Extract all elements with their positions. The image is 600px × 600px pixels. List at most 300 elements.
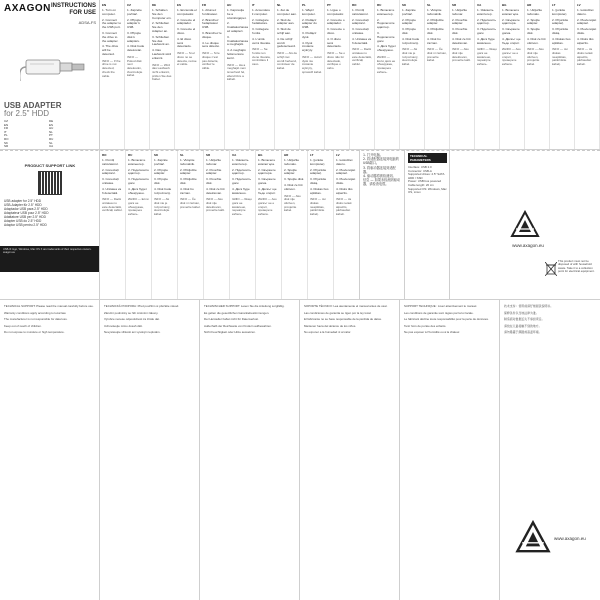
info-note: INFO — If the drive is not detected, check the cable. bbox=[102, 58, 121, 78]
instruction-step: 1. Kapcsolja be a számítógépet. bbox=[227, 8, 247, 20]
instruction-step: 1. Schalten Sie den Computer ein. bbox=[152, 8, 172, 20]
instruction-step: 4. Диск буде виявлено. bbox=[232, 186, 250, 195]
column-language: RO bbox=[102, 153, 107, 157]
language-column bbox=[100, 0, 125, 150]
legal-paragraph: Do not expose to moisture or high temperature. bbox=[4, 330, 65, 334]
legal-paragraph: TECHNICKÁ PODPORA: Před použitím si přečtěte návod. bbox=[104, 304, 180, 308]
support-line: Adapter USB do 2.5" HDD bbox=[4, 219, 42, 223]
instruction-step: 4. Unitatea va fi detectată. bbox=[102, 186, 122, 195]
technical-parameters bbox=[405, 150, 450, 300]
product-title-line2: for 2.5" HDD bbox=[4, 109, 50, 118]
instruction-step: 3. Подключите диск. bbox=[128, 177, 150, 185]
info-note: ИНФО — Если диск не обнаружен, проверьте кабель. bbox=[377, 54, 396, 74]
instruction-step: 4. A meghajtó felismerésre kerül. bbox=[227, 48, 246, 60]
language-column bbox=[178, 150, 204, 300]
tech-param: Cable length: 20 cm bbox=[408, 182, 434, 187]
weee-text: This product must not be disposed of with household waste. Take it to a collection point for electrical equipment. bbox=[558, 259, 595, 274]
language-column bbox=[575, 0, 600, 150]
product-title bbox=[4, 102, 61, 118]
instruction-step: 1. Įjunkite kompiuterį. bbox=[310, 158, 326, 166]
legal-paragraph: 保修条件以当地法律为准。 bbox=[504, 310, 539, 315]
instruction-step: 3. Schließen Sie das Laufwerk an. bbox=[152, 34, 170, 47]
instruction-step: 1. Zapnite počítač. bbox=[402, 8, 416, 16]
column-language: SL bbox=[180, 153, 184, 157]
instruction-step: 2. Branchez l'adaptateur USB. bbox=[202, 17, 219, 30]
instruction-step: 1. Porniți calculatorul. bbox=[352, 8, 369, 16]
info-note: INFO — Pokud disk není detekován, zkontrolujte kabel. bbox=[127, 54, 143, 78]
info-note: INFO — Če disk ni zaznan, preverite kabel. bbox=[427, 47, 447, 63]
instruction-step: 1. Zapnite počítač. bbox=[154, 158, 168, 166]
instruction-step: 3. Pievienojiet disku. bbox=[577, 27, 597, 35]
tech-param: Interface: USB 2.0 bbox=[408, 165, 432, 169]
instruction-step: 4. Disk bo zaznan. bbox=[427, 36, 441, 45]
instruction-step: 4. Дискът ще бъде открит. bbox=[502, 36, 521, 45]
instruction-step: 2. Collegare l'adattatore. bbox=[252, 17, 269, 26]
language-column bbox=[525, 0, 550, 150]
info-note: INFO — Jei diskas neaptiktas, patikrinkite kabelį. bbox=[310, 197, 326, 217]
language-column bbox=[204, 150, 230, 300]
column-language: EN bbox=[102, 3, 107, 7]
technical-parameters-list bbox=[408, 166, 447, 195]
instruction-step: 1. Ieslēdziet datoru. bbox=[336, 158, 353, 166]
tech-param: Connector: USB-A bbox=[408, 168, 432, 173]
instruction-step: 1. Accendere il computer. bbox=[252, 8, 271, 16]
legal-paragraph: SUPPORT TECHNIQUE : Lisez attentivement le manuel. bbox=[404, 304, 478, 308]
legal-paragraph: Nevystavujte vlhkosti ani vysokým teplotám. bbox=[104, 330, 161, 334]
instruction-step: 4. Диск буде виявлено. bbox=[477, 36, 495, 45]
language-item: ES bbox=[49, 122, 54, 127]
instruction-step: 3. Priključite disk. bbox=[427, 27, 444, 35]
instruction-step: 3. Підключіть диск. bbox=[477, 27, 496, 35]
info-note: INFO — Jeżeli dysk nie zostanie wykryty, sprawdź kabel. bbox=[302, 54, 323, 74]
column-language: SL bbox=[427, 3, 431, 7]
language-column bbox=[350, 0, 375, 150]
info-note: INFO — Ja disks netiek atpazīts, pārbaudiet kabeli. bbox=[336, 197, 352, 217]
instruction-step: 1. Įjunkite kompiuterį. bbox=[552, 8, 568, 16]
instruction-step: 3. Conectați unitatea. bbox=[102, 177, 119, 185]
instruction-step: 4. Disk bude detekován. bbox=[127, 44, 145, 53]
instruction-step: 4. O disco será detectado. bbox=[327, 36, 342, 49]
instruction-step: 3. Branchez le disque. bbox=[202, 30, 222, 39]
column-language: LV bbox=[336, 153, 340, 157]
instruction-step: 3. Sluit de schijf aan. bbox=[277, 27, 291, 35]
legal-column bbox=[400, 300, 500, 600]
language-column bbox=[282, 150, 308, 300]
info-note: INFO — Dacă unitatea nu este detectată, verificați cablul. bbox=[352, 47, 372, 67]
language-item: PT bbox=[49, 133, 53, 138]
language-column bbox=[325, 0, 350, 150]
language-item: UA bbox=[49, 144, 54, 149]
language-column bbox=[100, 150, 126, 300]
instruction-step: 2. Csatlakoztassa az adaptert. bbox=[227, 21, 248, 33]
language-column bbox=[550, 0, 575, 150]
legal-paragraph: Výrobce nenese odpovědnost za ztrátu dat. bbox=[104, 317, 160, 321]
legal-paragraph: Tenir hors de portée des enfants. bbox=[404, 323, 447, 328]
instruction-step: 4. Disk će biti detektovan. bbox=[206, 186, 225, 195]
instruction-step: 4. Disks tiks atpazīts. bbox=[336, 186, 353, 195]
instruction-step: 3. Connect the drive to the adapter. bbox=[102, 30, 119, 43]
info-note: INFO — Dacă unitatea nu este detectată, verificați cablul. bbox=[102, 197, 123, 213]
info-note: INFO — Ak disk nie je rozpoznaný, skontrolujte kábel. bbox=[154, 197, 171, 217]
language-column bbox=[225, 0, 250, 150]
instruction-step: 4. Disk će biti detektovan. bbox=[452, 36, 471, 45]
language-item: PL bbox=[4, 133, 8, 138]
info-note: INFO — Als de schijf niet wordt herkend, controleer de kabel. bbox=[277, 51, 298, 70]
language-column bbox=[475, 0, 500, 150]
instruction-step: 2. Conectați adaptorul. bbox=[102, 167, 119, 176]
instruction-step: 1. Увімкніть комп'ютер. bbox=[477, 8, 494, 16]
info-note: ИНФО — Ако дискът не е открит, проверете кабела. bbox=[258, 197, 277, 217]
legal-paragraph: Keep out of reach of children. bbox=[4, 323, 42, 328]
column-language: PL bbox=[302, 3, 306, 7]
language-column bbox=[256, 150, 282, 300]
column-language: UA bbox=[232, 153, 237, 157]
support-panel bbox=[0, 147, 100, 300]
instruction-step: 3. Prijunkite diską. bbox=[310, 177, 327, 185]
instruction-step: 2. Connect the adapter to the USB port. bbox=[102, 17, 122, 30]
instruction-step: 3. Pripojte disk. bbox=[154, 177, 168, 185]
instruction-step: 4. Dysk zostanie wykryty. bbox=[302, 40, 314, 53]
language-column bbox=[400, 0, 425, 150]
instruction-step: 2. Sluit de adapter aan. bbox=[277, 17, 295, 26]
language-column bbox=[425, 0, 450, 150]
column-language: SR bbox=[452, 3, 457, 7]
column-language: SK bbox=[154, 153, 159, 157]
instruction-step: 1. Zet de computer aan. bbox=[277, 8, 297, 16]
technical-parameters-heading: TECHNICAL PARAMETERS bbox=[408, 153, 447, 163]
support-title: PRODUCT SUPPORT LINK bbox=[24, 163, 76, 168]
tech-param: Power: USB bus powered bbox=[408, 179, 442, 184]
instruction-step: 2. Pripojte adaptér. bbox=[402, 17, 416, 26]
chinese-instructions bbox=[360, 150, 405, 300]
info-note: INFO — Ako disk nije detektovan, proverite kabl. bbox=[206, 197, 225, 213]
info-note: ИНФО — Если диск не обнаружен, проверьте кабель. bbox=[128, 197, 149, 217]
instruction-step: 1. Uključite računalo. bbox=[284, 158, 300, 166]
instruction-step: 2. Підключіть адаптер. bbox=[477, 17, 496, 26]
language-item: DE bbox=[49, 119, 54, 123]
legal-paragraph: Uchovávejte mimo dosah dětí. bbox=[104, 323, 143, 328]
language-column bbox=[334, 150, 360, 300]
instruction-step: 4. L'unità verrà rilevata. bbox=[252, 36, 271, 45]
instruction-step: 1. Porniți calculatorul. bbox=[102, 158, 119, 166]
instruction-step: 2. Conecte o adaptador. bbox=[327, 17, 345, 26]
instruction-step: 4. Disk bude rozpoznaný. bbox=[154, 186, 172, 195]
column-language: FR bbox=[202, 3, 206, 7]
legal-paragraph: Las condiciones de garantía se rigen por la ley local. bbox=[304, 310, 372, 315]
steps-top-row bbox=[100, 0, 600, 150]
instruction-step: 2. Podłącz adapter do USB. bbox=[302, 17, 317, 30]
support-line: USB-Adapter für 2.5" HDD bbox=[4, 203, 42, 207]
instruction-step: 2. Підключіть адаптер. bbox=[232, 167, 251, 176]
instruction-step: 3. Povežite disk. bbox=[206, 177, 222, 185]
instruction-step: 2. Pripojte adaptér. bbox=[154, 167, 168, 176]
language-item: SL bbox=[49, 140, 53, 145]
tech-param: Supported drives: 2.5" SATA HDD / SSD bbox=[408, 172, 445, 180]
instruction-step: 2. Spojite adapter. bbox=[527, 17, 540, 26]
info-note: INFO — Si le disque n'est pas détecté, vérifiez le câble. bbox=[202, 51, 220, 70]
instruction-step: 2. Conectați adaptorul. bbox=[352, 17, 369, 26]
instruction-step: 1. Ieslēdziet datoru. bbox=[577, 8, 594, 16]
info-note: ІНФО — Якщо диск не виявлено, перевірте кабель. bbox=[232, 197, 252, 217]
instruction-step: 2. Свържете адаптера. bbox=[258, 167, 276, 176]
language-item: CZ bbox=[4, 119, 8, 123]
language-item: RO bbox=[4, 136, 9, 141]
language-column bbox=[175, 0, 200, 150]
column-language: ES bbox=[177, 3, 182, 7]
legal-paragraph: Der Hersteller haftet nicht für Datenverlust. bbox=[204, 317, 259, 321]
cover-panel bbox=[0, 0, 100, 150]
instruction-step: 3. Conecte o disco. bbox=[327, 27, 345, 35]
instruction-step: 4. El disco será detectado. bbox=[177, 36, 192, 49]
instruction-step: 1. Увімкніть комп'ютер. bbox=[232, 158, 249, 166]
info-note: INFO — Ako disk nije detektovan, proverite kabl. bbox=[452, 47, 471, 63]
instruction-step: 3. Conectați unitatea. bbox=[352, 27, 369, 35]
language-item: EN bbox=[4, 122, 9, 127]
instruction-step: 1. Uključite računar. bbox=[452, 8, 468, 16]
legal-paragraph: 制造商对数据丢失不承担责任。 bbox=[504, 317, 545, 321]
instruction-step: 3. Свържете диска. bbox=[502, 27, 520, 35]
support-line: Adaptateur USB pour 2.5" HDD bbox=[4, 211, 49, 215]
instruction-step: 1. Vklopite računalnik. bbox=[180, 158, 195, 166]
legal-paragraph: El fabricante no se hace responsable de la pérdida de datos. bbox=[304, 317, 382, 321]
instruction-step: 1. Encienda el computador. bbox=[177, 8, 197, 16]
column-language: DE bbox=[152, 3, 157, 7]
legal-paragraph: Záruční podmínky se řídí místními zákony. bbox=[104, 310, 159, 315]
language-column bbox=[125, 0, 150, 150]
instruction-step: 1. Włącz komputer. bbox=[302, 8, 316, 16]
instruction-step: 4. Diskas bus aptiktas. bbox=[552, 36, 571, 45]
legal-paragraph: Mantener fuera del alcance de los niños. bbox=[304, 323, 357, 328]
column-language: HU bbox=[227, 3, 232, 7]
instruction-step: 1. Ligue o computador. bbox=[327, 8, 345, 16]
info-note: INFO — Ja disks netiek atpazīts, pārbaudiet kabeli. bbox=[577, 47, 593, 67]
instruction-step: 4. Disk bude rozpoznaný. bbox=[402, 36, 420, 45]
instruction-step: 4. Дискът ще бъде открит. bbox=[258, 186, 277, 195]
legal-paragraph: 请放在儿童接触不到的地方。 bbox=[504, 323, 542, 328]
instruction-step: 2. Povežite adapter. bbox=[206, 167, 222, 176]
language-column bbox=[300, 0, 325, 150]
language-column bbox=[230, 150, 256, 300]
model-number: ADSA-FS bbox=[78, 20, 96, 25]
instruction-step: 4. Diskas bus aptiktas. bbox=[310, 186, 329, 195]
legal-black-bar bbox=[0, 246, 100, 272]
instruction-step: 1. Allumez l'ordinateur. bbox=[202, 8, 218, 16]
support-line: Adaptador USB para 2.5" HDD bbox=[4, 207, 48, 211]
column-language: LV bbox=[577, 3, 581, 7]
instruction-step: 2. Povežite adapter. bbox=[452, 17, 468, 26]
instruction-step: 1. Zapněte počítač. bbox=[127, 8, 142, 16]
column-language: SR bbox=[206, 153, 211, 157]
instruction-step: 4. Le disque sera détecté. bbox=[202, 40, 220, 49]
instruction-step: 2. Свържете адаптера. bbox=[502, 17, 520, 26]
language-item: RU bbox=[49, 136, 54, 141]
column-language: HR bbox=[527, 3, 532, 7]
chinese-line: 信息 — 如果未检测到驱动器，请检查电缆。 bbox=[363, 178, 401, 187]
legal-column bbox=[200, 300, 300, 600]
legal-column bbox=[100, 300, 200, 600]
legal-paragraph: Les conditions de garantie sont régies par la loi locale. bbox=[404, 310, 474, 315]
column-language: BG bbox=[502, 3, 507, 7]
instruction-step: 1. Uključite računalo. bbox=[527, 8, 543, 16]
column-language: RO bbox=[352, 3, 357, 7]
instruction-step: 2. Priključite adapter. bbox=[180, 167, 197, 176]
info-note: ИНФО — Ако дискът не е открит, проверете кабела. bbox=[502, 47, 521, 67]
info-note: INFO — Ako disk nije otkriven, provjerite kabel. bbox=[527, 47, 544, 67]
legal-paragraph: 技术支持：使用前请仔细阅读说明书。 bbox=[504, 304, 554, 308]
logo-url[interactable]: www.axagon.eu bbox=[512, 243, 544, 248]
legal-paragraph: SOPORTE TÉCNICO: Lea atentamente el manual antes de usar. bbox=[304, 304, 388, 308]
legal-bar-text: USB-IF logo, Windows, Mac OS X are trademarks of their respective owners. axagon.eu bbox=[3, 248, 92, 255]
support-line: USB adapter for 2.5" HDD bbox=[4, 199, 42, 203]
legal-paragraph: 请勿暴露于潮湿或高温环境。 bbox=[504, 330, 542, 334]
language-column bbox=[308, 150, 334, 300]
instruction-step: 3. Podłącz dysk. bbox=[302, 30, 317, 39]
instructions-label: INSTRUCTIONS bbox=[51, 3, 96, 9]
legal-paragraph: No exponer a la humedad ni al calor. bbox=[304, 330, 352, 334]
column-language: PT bbox=[327, 3, 331, 7]
steps-second-row bbox=[100, 150, 360, 300]
language-column bbox=[152, 150, 178, 300]
legal-paragraph: TECHNICAL SUPPORT: Please read the manual carefully before use. bbox=[4, 304, 94, 308]
instruction-step: 4. Disks tiks atpazīts. bbox=[577, 36, 594, 45]
support-product-names bbox=[4, 199, 96, 227]
chinese-line: 3. 将驱动器连接到适配器。 bbox=[363, 165, 396, 174]
instruction-step: 4. Das Laufwerk wird erkannt. bbox=[152, 48, 172, 60]
instruction-step: 3. Collegare l'unità. bbox=[252, 27, 269, 35]
chinese-line: 2. 将适配器连接到电脑的USB端口。 bbox=[363, 157, 399, 166]
legal-url[interactable]: www.axagon.eu bbox=[554, 536, 586, 541]
instructions-heading bbox=[51, 3, 96, 17]
instruction-step: 2. Подключите адаптер. bbox=[377, 17, 395, 30]
language-item: SK bbox=[4, 140, 9, 145]
legal-column bbox=[300, 300, 400, 600]
instruction-step: 3. Připojte disk k adaptéru. bbox=[127, 30, 141, 43]
language-column bbox=[250, 0, 275, 150]
instruction-step: 3. Pievienojiet disku. bbox=[336, 177, 356, 185]
column-language: CZ bbox=[127, 3, 131, 7]
brand-logo: AXAGON bbox=[4, 3, 51, 14]
info-note: INFO — Če disk ni zaznan, preverite kabel. bbox=[180, 197, 201, 209]
column-language: HR bbox=[284, 153, 289, 157]
chinese-line: 1. 打开电脑。 bbox=[363, 153, 383, 157]
instruction-step: 4. Disk će biti otkriven. bbox=[284, 182, 303, 191]
info-note: ІНФО — Якщо диск не виявлено, перевірте кабель. bbox=[477, 47, 497, 67]
column-language: LT bbox=[552, 3, 556, 7]
legal-column bbox=[0, 300, 100, 600]
info-note: INFO — Se o disco não for detectado, verifique o cabo. bbox=[327, 51, 346, 70]
instruction-step: 4. Диск будет обнаружен. bbox=[377, 44, 397, 53]
instruction-step: 2. Подключите адаптер. bbox=[128, 167, 150, 176]
instruction-step: 3. Csatlakoztassa a meghajtót. bbox=[227, 34, 248, 47]
instruction-step: 1. Uključite računar. bbox=[206, 158, 222, 166]
column-language: IT bbox=[252, 3, 255, 7]
info-note: INFO — Ak disk nie je rozpoznaný, skontrolujte kábel. bbox=[402, 47, 419, 67]
language-item: FR bbox=[4, 126, 8, 131]
instruction-step: 3. Свържете диска. bbox=[258, 177, 276, 185]
column-language: RU bbox=[377, 3, 382, 7]
legal-paragraph: Warranty conditions apply according to local law. bbox=[4, 310, 67, 315]
instruction-step: 3. Подключите диск. bbox=[377, 30, 395, 43]
instruction-step: 1. Turn on computer. bbox=[102, 8, 116, 16]
legal-paragraph: Ne pas exposer à l'humidité ou à la chaleur. bbox=[404, 330, 460, 334]
axagon-logo-icon bbox=[510, 210, 540, 240]
logo-panel bbox=[450, 150, 600, 300]
language-column bbox=[275, 0, 300, 150]
instruction-step: 3. Povežite disk. bbox=[452, 27, 468, 35]
info-note: INFO — Wird das Laufwerk nicht erkannt, prüfen Sie das Kabel. bbox=[152, 62, 172, 82]
legal-paragraph: TECHNISCHER SUPPORT: Lesen Sie die Anleitung sorgfältig. bbox=[204, 304, 285, 308]
usb-adapter-illustration bbox=[20, 36, 90, 96]
support-line: Adaptor USB pentru 2.5" HDD bbox=[4, 223, 47, 227]
instruction-step: 1. Включете компютъра. bbox=[502, 8, 520, 16]
legal-paragraph: Le fabricant décline toute responsabilité pour la perte de données. bbox=[404, 317, 489, 321]
language-column bbox=[126, 150, 152, 300]
instruction-step: 2. Prijunkite adapterį. bbox=[552, 17, 569, 26]
instruction-step: 4. De schijf wordt gedetecteerd. bbox=[277, 36, 296, 49]
instruction-step: 4. The drive will be detected. bbox=[102, 44, 119, 56]
instruction-step: 4. Disk će biti otkriven. bbox=[527, 36, 546, 45]
instruction-step: 1. Включите компьютер. bbox=[128, 158, 146, 166]
instruction-step: 3. Pripojte disk. bbox=[402, 27, 416, 35]
instruction-step: 2. Conecte el adaptador. bbox=[177, 17, 196, 26]
language-column bbox=[450, 0, 475, 150]
instruction-step: 2. Pievienojiet adapteri. bbox=[577, 17, 597, 26]
language-list bbox=[4, 120, 98, 150]
instruction-step: 3. Spojite disk. bbox=[527, 27, 540, 35]
instruction-step: 1. Vklopite računalnik. bbox=[427, 8, 442, 16]
instruction-step: 4. Disk bo zaznan. bbox=[180, 186, 194, 195]
instruction-step: 3. Підключіть диск. bbox=[232, 177, 251, 185]
qr-code[interactable] bbox=[38, 171, 62, 195]
language-item: AR bbox=[49, 147, 54, 150]
language-column bbox=[150, 0, 175, 150]
language-item: SR bbox=[4, 144, 9, 149]
instruction-step: 1. Включете компютъра. bbox=[258, 158, 276, 166]
info-note: INFO — Ako disk nije otkriven, provjerite kabel. bbox=[284, 193, 301, 213]
for-use-label: FOR USE bbox=[69, 10, 96, 16]
language-column bbox=[500, 0, 525, 150]
column-language: RU bbox=[128, 153, 133, 157]
column-language: BG bbox=[258, 153, 263, 157]
language-column bbox=[375, 0, 400, 150]
legal-paragraph: Außerhalb der Reichweite von Kindern aufbewahren. bbox=[204, 323, 272, 328]
language-item: IT bbox=[4, 129, 7, 134]
info-note: INFO — Si el disco no se detecta, revise el cable. bbox=[177, 51, 197, 67]
info-note: INFO — Se l'unità non viene rilevata, controllare il cavo. bbox=[252, 47, 271, 67]
column-language: LT bbox=[310, 153, 314, 157]
instruction-step: 3. Conecte el disco. bbox=[177, 27, 196, 35]
instruction-step: 2. Priključite adapter. bbox=[427, 17, 444, 26]
instruction-step: 2. Schließen Sie den Adapter an. bbox=[152, 21, 170, 33]
legal-paragraph: Nicht Feuchtigkeit oder Hitze aussetzen. bbox=[204, 330, 256, 334]
instruction-step: 3. Prijunkite diską. bbox=[552, 27, 569, 35]
product-title-line1: USB ADAPTER bbox=[4, 101, 62, 110]
weee-bin-icon bbox=[545, 262, 557, 276]
language-item: ZH bbox=[4, 147, 8, 150]
instruction-step: 3. Spojite disk. bbox=[284, 177, 305, 182]
info-note: INFO — Ha a meghajtó nem ismerhető fel, ellenőrizze a kábelt. bbox=[227, 62, 247, 82]
column-language: UA bbox=[477, 3, 482, 7]
instruction-step: 1. Включите компьютер. bbox=[377, 8, 395, 16]
instruction-step: 2. Spojite adapter. bbox=[284, 167, 297, 176]
instruction-step: 2. Pievienojiet adapteri. bbox=[336, 167, 356, 176]
column-language: NL bbox=[277, 3, 281, 7]
instruction-step: 2. Připojte adaptér k USB. bbox=[127, 17, 141, 30]
instruction-step: 3. Priključite disk. bbox=[180, 177, 197, 185]
instruction-step: 2. Prijunkite adapterį. bbox=[310, 167, 327, 176]
legal-paragraph: The manufacturer is not responsible for data loss. bbox=[4, 317, 68, 321]
support-line: Adattatore USB per 2.5" HDD bbox=[4, 215, 46, 219]
